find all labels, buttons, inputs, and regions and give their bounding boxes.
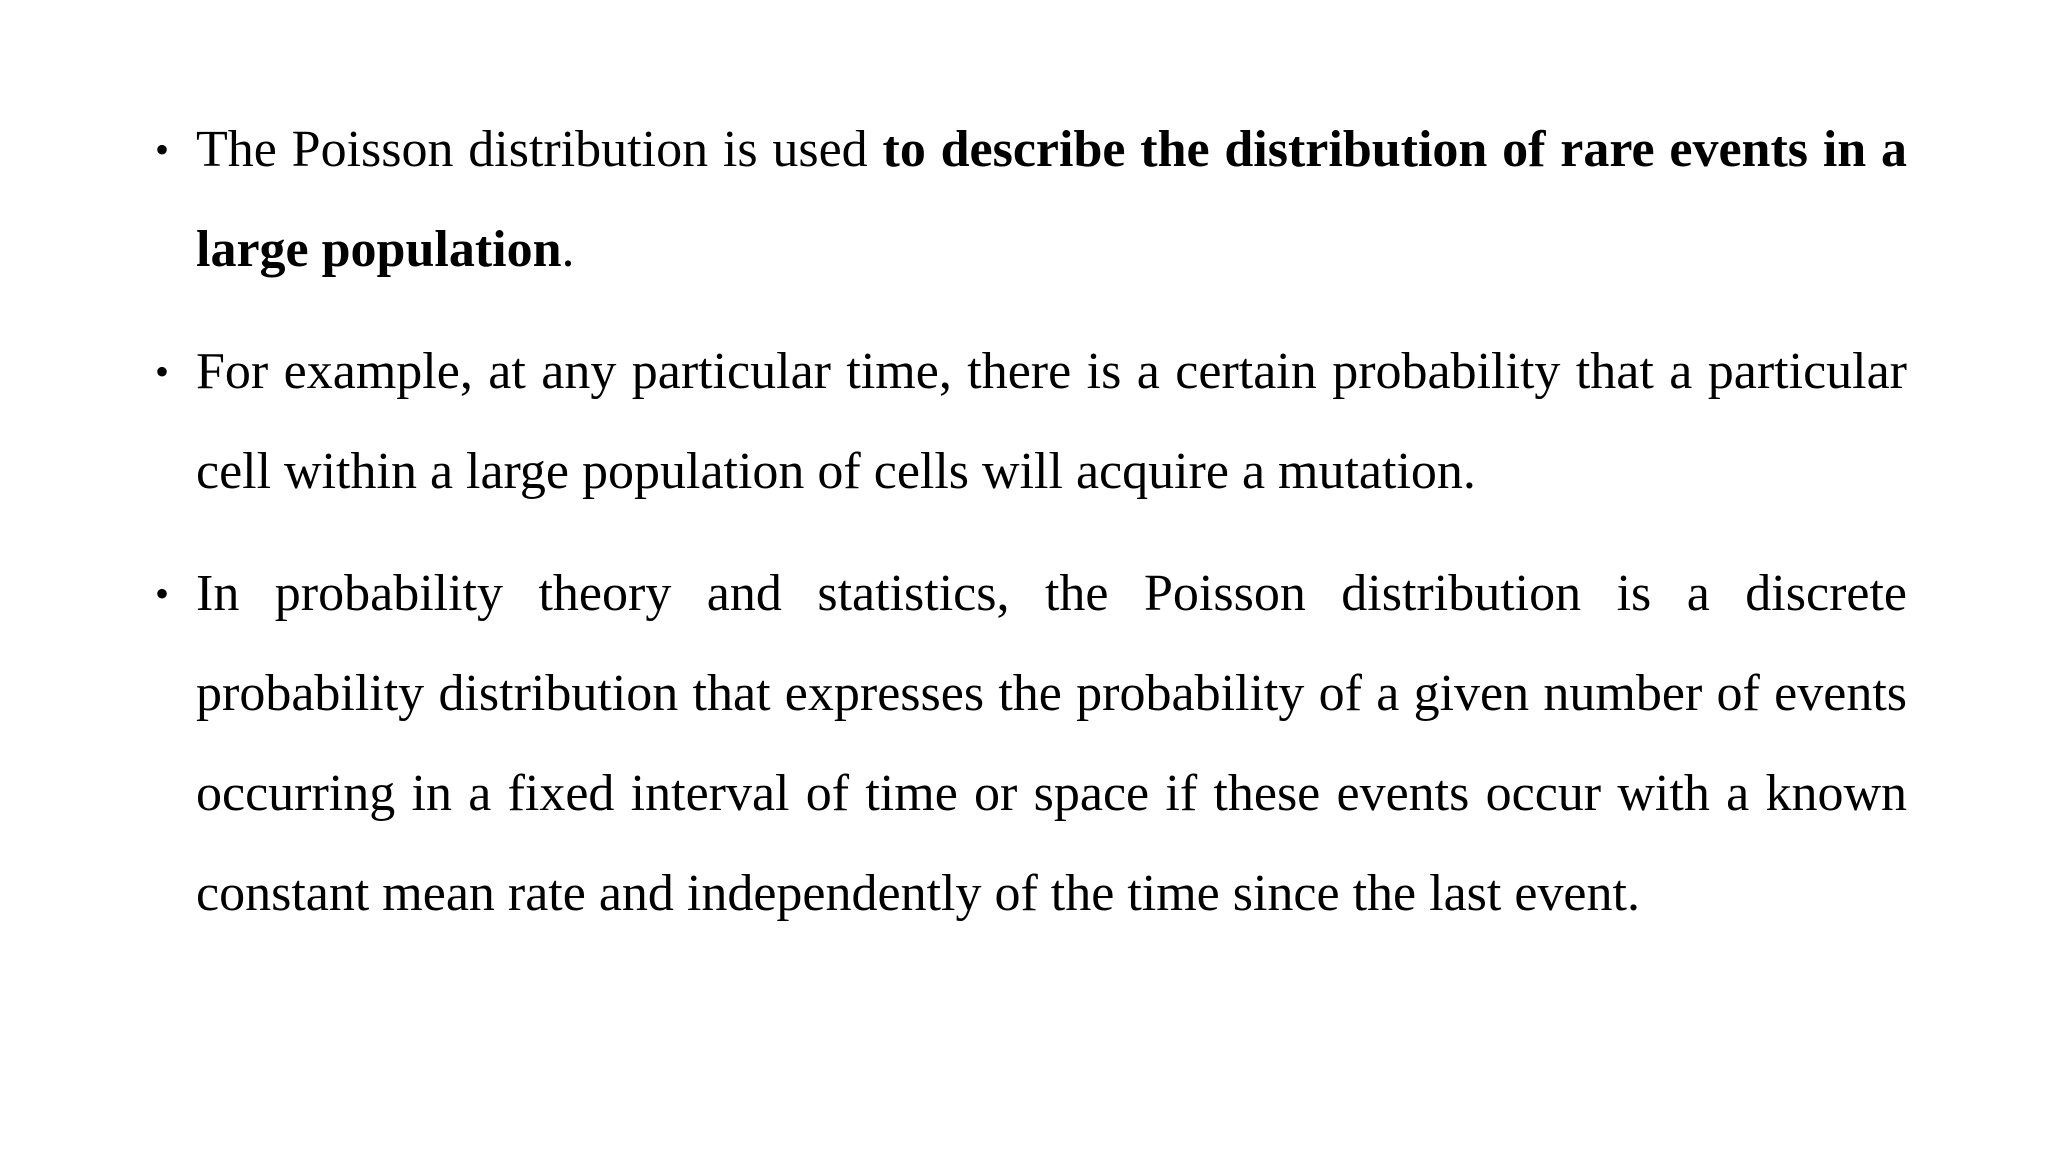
bullet-text: For example, at any particular time, there is a certain probability that a particular cell within a large population of cells will acquire a mutation. bbox=[196, 343, 1907, 500]
bullet-item-probability-theory bbox=[155, 544, 1907, 944]
bullet-list bbox=[155, 100, 1907, 966]
bullet-text-end: . bbox=[561, 221, 575, 278]
bullet-marker: • bbox=[155, 127, 170, 172]
bullet-marker: • bbox=[155, 349, 170, 394]
bullet-text-emphasis: to describe the distribution of rare events in a large population bbox=[196, 121, 1907, 278]
bullet-marker: • bbox=[155, 571, 170, 616]
bullet-text-lead: The Poisson distribution is used bbox=[196, 121, 883, 178]
bullet-text: In probability theory and statistics, the Poisson distribution is a discrete probability distribution that expresses the probability of a given number of events occurring in a fixed interval of time or space if these events occur with a known constant mean rate and independently of the time since the last event. bbox=[196, 565, 1907, 922]
bullet-item-example bbox=[155, 322, 1907, 522]
bullet-item-poisson-definition bbox=[155, 100, 1907, 300]
